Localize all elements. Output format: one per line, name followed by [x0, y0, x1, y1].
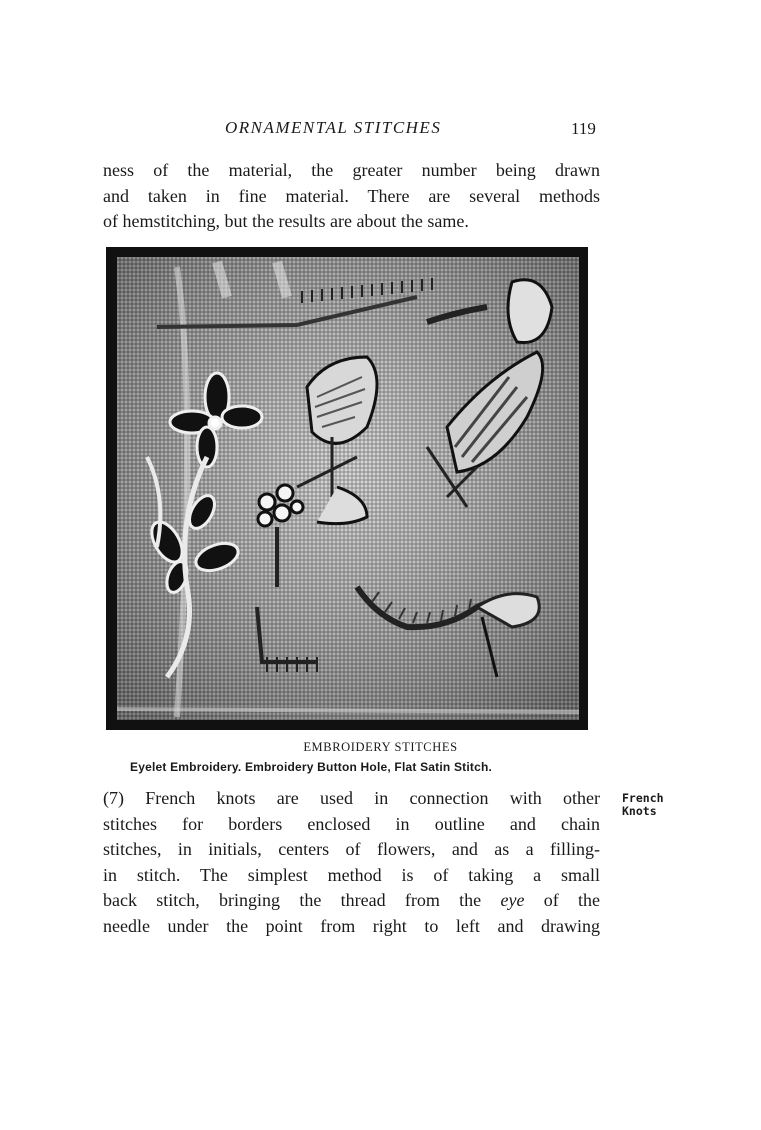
italic-word: eye [500, 890, 525, 910]
line-segment: back stitch, bringing the thread from the [103, 890, 501, 910]
figure-caption-subtitle: Eyelet Embroidery. Embroidery Button Hole, Flat Satin Stitch. [130, 760, 493, 774]
paragraph-line: (7) French knots are used in connection with other [103, 788, 600, 808]
paragraph-line: needle under the point from right to left and drawing [103, 915, 600, 936]
page-number: 119 [571, 119, 596, 138]
running-head: ORNAMENTAL STITCHES [225, 118, 442, 137]
margin-note-line: French [622, 791, 664, 805]
margin-note [622, 792, 664, 818]
paragraph-line: stitches for borders enclosed in outline and chain [103, 813, 600, 834]
paragraph-line: and taken in fine material. There are several methods [103, 185, 600, 206]
figure-caption-title: EMBROIDERY STITCHES [303, 740, 458, 754]
paragraph-line: stitches, in initials, centers of flowers, and as a filling- [103, 839, 600, 859]
line-segment: of the [524, 890, 601, 910]
paragraph-hemstitching [103, 158, 600, 235]
paragraph-french-knots [103, 786, 600, 939]
margin-note-line: Knots [622, 804, 657, 818]
embroidery-photograph [106, 247, 588, 730]
paragraph-line: ness of the material, the greater number being drawn [103, 160, 600, 180]
paragraph-line [103, 888, 600, 914]
embroidery-sampler-image [117, 257, 579, 720]
paragraph-line: in stitch. The simplest method is of taking a small [103, 864, 600, 885]
paragraph-line: of hemstitching, but the results are about the same. [103, 211, 469, 231]
